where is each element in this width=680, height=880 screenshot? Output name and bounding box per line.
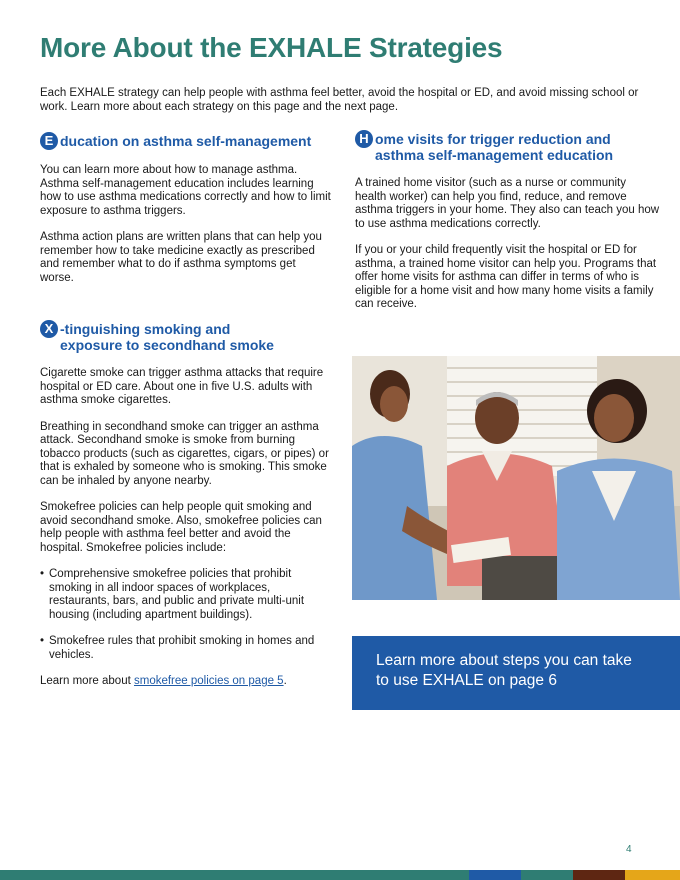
letter-x-badge: X	[40, 320, 58, 338]
home-visit-photo	[352, 356, 680, 600]
list-item: • Comprehensive smokefree policies that prohibit smoking in all indoor spaces of workplaces, restaurants, bars, and public and private multi-unit housing (including apartment buildings).	[40, 568, 332, 622]
home-visits-heading	[355, 130, 660, 163]
footer-segment	[469, 870, 521, 880]
letter-e-badge: E	[40, 132, 58, 150]
exhale-page-6-callout[interactable]	[352, 636, 680, 710]
footer-segment	[573, 870, 625, 880]
smoking-heading	[40, 320, 332, 353]
smoking-paragraph-2: Breathing in secondhand smoke can trigger an asthma attack. Secondhand smoke is smoke from burning tobacco products (such as cigarettes, cigars, or pipes) or that is exhaled by someone who is smoking. This smoke can be inhaled by anyone nearby.	[40, 420, 329, 487]
page-title: More About the EXHALE Strategies	[40, 32, 503, 63]
footer-segment	[625, 870, 680, 880]
learn-more-smokefree: Learn more about smokefree policies on page 5.	[40, 675, 287, 687]
footer-color-bar	[0, 870, 680, 880]
smokefree-policies-link[interactable]: smokefree policies on page 5	[133, 675, 284, 687]
smoking-heading-line-1: -tinguishing smoking and	[60, 321, 231, 337]
page-number: 4	[626, 844, 632, 855]
footer-segment	[521, 870, 573, 880]
smoking-heading-line-2: exposure to secondhand smoke	[60, 337, 274, 353]
list-item: • Smokefree rules that prohibit smoking in homes and vehicles.	[40, 635, 332, 662]
education-heading-text: ducation on asthma self-management	[60, 133, 312, 149]
intro-paragraph: Each EXHALE strategy can help people with asthma feel better, avoid the hospital or ED, and avoid missing school or work. Learn more about each strategy on this page and the next page.	[40, 87, 639, 113]
left-column	[40, 132, 332, 702]
smoking-paragraph-3: Smokefree policies can help people quit smoking and avoid secondhand smoke. Also, smokefree policies can help people with asthma feel better and avoid the hospital. Smokefree policies include:	[40, 501, 322, 554]
education-paragraph-1: You can learn more about how to manage asthma. Asthma self-management education includes learning how to use asthma medications correctly and how to limit exposure to asthma triggers.	[40, 164, 331, 217]
smoking-paragraph-1: Cigarette smoke can trigger asthma attacks that require hospital or ED care. About one in five U.S. adults with asthma smoke cigarettes.	[40, 367, 324, 406]
smokefree-policy-list	[40, 568, 332, 662]
education-paragraph-2: Asthma action plans are written plans that can help you remember how to take medicine exactly as prescribed and remember what to do if asthma symptoms get worse.	[40, 231, 322, 284]
letter-h-badge: H	[355, 130, 373, 148]
education-heading	[40, 132, 332, 150]
footer-segment	[0, 870, 469, 880]
home-visits-paragraph-2: If you or your child frequently visit the hospital or ED for asthma, a trained home visitor can help you. Programs that offer home visits for asthma can differ in terms of who is eligible for a home visit and how many home visits a family can receive.	[355, 244, 657, 310]
home-visits-paragraph-1: A trained home visitor (such as a nurse or community health worker) can help you find, reduce, and remove asthma triggers in your home. They also can teach you how to use asthma medications correctly.	[355, 177, 660, 230]
callout-text: Learn more about steps you can take to use EXHALE on page 6	[376, 652, 632, 689]
home-visits-heading-line-1: ome visits for trigger reduction and	[375, 131, 611, 147]
right-column	[355, 130, 660, 325]
home-visits-heading-line-2: asthma self-management education	[375, 147, 614, 163]
